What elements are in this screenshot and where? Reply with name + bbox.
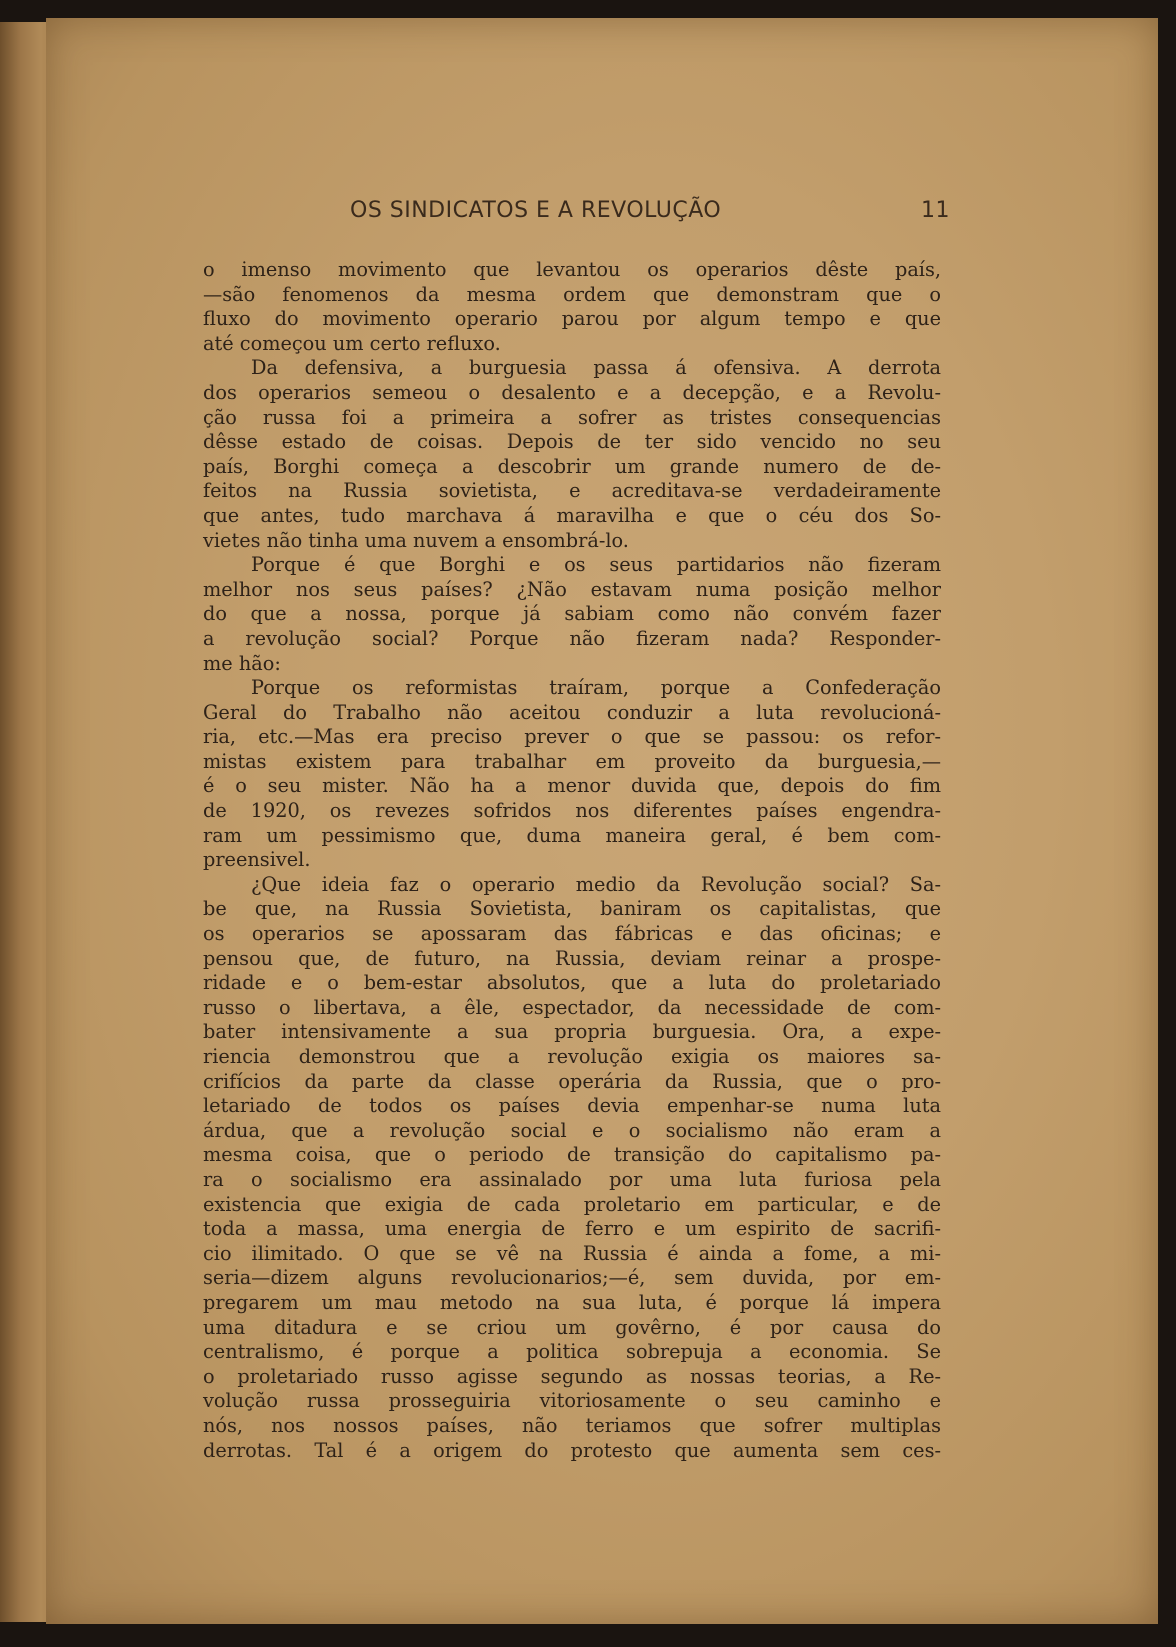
text-line: me hão: [203,651,281,675]
text-line: dos operarios semeou o desalento e a decepção, e a Revolu- [203,380,941,404]
text-line: melhor nos seus países? ¿Não estavam numa posição melhor [203,577,941,601]
text-line: de 1920, os revezes sofridos nos diferentes países engendra- [203,799,941,823]
text-line: volução russa prosseguiria vitoriosamente o seu caminho e [203,1389,941,1413]
text-line: derrotas. Tal é a origem do protesto que aumenta sem ces- [203,1438,941,1462]
text-line: feitos na Russia sovietista, e acreditava-se verdadeiramente [203,479,941,503]
text-line: Da defensiva, a burguesia passa á ofensiva. A derrota [251,356,941,380]
text-line: preensivel. [203,848,311,872]
text-line: é o seu mister. Não ha a menor duvida que, depois do fim [203,774,941,798]
text-line: até começou um certo refluxo. [203,331,501,355]
body-text [203,258,941,1463]
text-line: ¿Que ideia faz o operario medio da Revolução social? Sa- [251,872,941,896]
text-line: ção russa foi a primeira a sofrer as tristes consequencias [203,405,941,429]
text-line: toda a massa, uma energia de ferro e um espirito de sacrifi- [203,1217,941,1241]
text-line: Geral do Trabalho não aceitou conduzir a luta revolucioná- [203,700,941,724]
text-line: seria—dizem alguns revolucionarios;—é, sem duvida, por em- [203,1266,941,1290]
text-line: vietes não tinha uma nuvem a ensombrá-lo. [203,528,629,552]
running-header [350,198,950,223]
text-line: ridade e o bem-estar absolutos, que a luta do proletariado [203,971,941,995]
text-line: dêsse estado de coisas. Depois de ter sido vencido no seu [203,430,941,454]
text-line: Porque os reformistas traíram, porque a Confederação [251,676,941,700]
text-line: ra o socialismo era assinalado por uma luta furiosa pela [203,1167,941,1191]
text-line: russo o libertava, a êle, espectador, da necessidade de com- [203,995,941,1019]
text-line: que antes, tudo marchava á maravilha e que o céu dos So- [203,503,941,527]
page-number: 11 [921,198,950,223]
running-title: OS SINDICATOS E A REVOLUÇÃO [350,198,722,223]
text-line: ria, etc.—Mas era preciso prever o que se passou: os refor- [203,725,941,749]
text-line: árdua, que a revolução social e o socialismo não eram a [203,1118,941,1142]
text-line: pensou que, de futuro, na Russia, deviam reinar a prospe- [203,946,941,970]
text-line: centralismo, é porque a politica sobrepuja a economia. Se [203,1340,941,1364]
text-line: be que, na Russia Sovietista, baniram os capitalistas, que [203,897,941,921]
text-line: do que a nossa, porque já sabiam como não convém fazer [203,602,941,626]
text-line: ram um pessimismo que, duma maneira geral, é bem com- [203,823,941,847]
text-line: país, Borghi começa a descobrir um grande numero de de- [203,454,941,478]
text-line: existencia que exigia de cada proletario em particular, e de [203,1192,941,1216]
text-line: mistas existem para trabalhar em proveito da burguesia,— [203,749,941,773]
text-line: —são fenomenos da mesma ordem que demonstram que o [203,282,941,306]
text-line: fluxo do movimento operario parou por algum tempo e que [203,307,941,331]
text-line: crifícios da parte da classe operária da Russia, que o pro- [203,1069,941,1093]
text-line: pregarem um mau metodo na sua luta, é porque lá impera [203,1290,941,1314]
text-line: o imenso movimento que levantou os operarios dêste país, [203,258,941,281]
text-line: uma ditadura e se criou um govêrno, é por causa do [203,1315,941,1339]
text-line: bater intensivamente a sua propria burguesia. Ora, a expe- [203,1020,941,1044]
text-line: a revolução social? Porque não fizeram nada? Responder- [203,626,941,650]
text-line: mesma coisa, que o periodo de transição do capitalismo pa- [203,1143,941,1167]
text-line: o proletariado russo agisse segundo as nossas teorias, a Re- [203,1364,941,1388]
text-line: letariado de todos os países devia empenhar-se numa luta [203,1094,941,1118]
text-line: riencia demonstrou que a revolução exigia os maiores sa- [203,1045,941,1068]
text-line: Porque é que Borghi e os seus partidarios não fizeram [251,553,941,577]
text-line: os operarios se apossaram das fábricas e das oficinas; e [203,922,941,946]
text-line: nós, nos nossos países, não teriamos que sofrer multiplas [203,1413,941,1437]
text-line: cio ilimitado. O que se vê na Russia é ainda a fome, a mi- [203,1241,941,1265]
